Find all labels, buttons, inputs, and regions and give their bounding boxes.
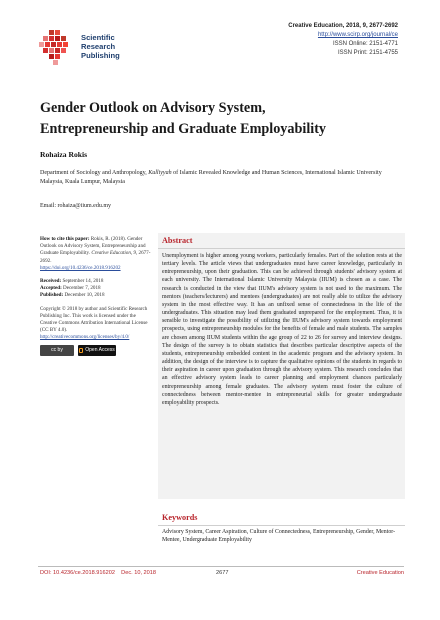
received-date: [40, 278, 152, 285]
footer-divider: [38, 566, 404, 567]
received-value: September 14, 2018: [61, 278, 104, 285]
issn-online: ISSN Online: 2151-4771: [332, 41, 398, 47]
open-access-lock-icon: [79, 348, 83, 353]
cc-by-badge[interactable]: cc by: [40, 345, 74, 356]
open-access-badge: [78, 345, 116, 356]
keywords-heading: Keywords: [162, 513, 198, 522]
journal-citation: Creative Education, 2018, 9, 2677-2692: [288, 23, 398, 29]
paper-title: [40, 98, 400, 140]
footer-page-number: 2677: [216, 570, 229, 576]
cite-label: How to cite this paper:: [40, 236, 90, 242]
accepted-date: [40, 285, 152, 292]
license-link[interactable]: http://creativecommons.org/licenses/by/4.0/: [40, 334, 130, 341]
cite-doi-link[interactable]: https://doi.org/10.4236/ce.2018.916202: [40, 264, 121, 271]
license-badges: [40, 345, 152, 356]
affiliation-text: Department of Sociology and Anthropology,: [40, 170, 149, 176]
footer-doi: DOI: 10.4236/ce.2018.916202 Dec. 10, 2018: [40, 570, 156, 576]
keywords-text: Advisory System, Career Aspiration, Culture of Connectedness, Entrepreneurship, Gender, Mentor-Mentee, Undergraduate Employability: [162, 529, 396, 544]
author-name: Rohaiza Rokis: [40, 150, 88, 159]
open-access-label: Open Access: [85, 346, 115, 353]
cite-text: Rokis, R. (2018). Gender Outlook on Advisory System, Entrepreneurship and Graduate Employability.: [40, 236, 146, 257]
abstract-text: Unemployment is higher among young workers, particularly females. Part of the solution rests at the tertiary levels. The article views that undergraduates must have career knowledge, particularly in entrepreneurship, upon their graduation. This can be achieved through students' advisory system at each university. The International Islamic University Malaysia (IIUM) is chosen as a case. The research is conducted in the view that IIUM's advisory system is not used to the maximum. The mentors (teachers/lecturers) and mentees (undergraduates) are not really able to utilize the advisory system in the most effective way. It has an unfixed sense of connectedness in the life of the undergraduates. This situation may lead them graduated unprepared for the employment. Thus, it is sensible to investigate the possibility of utilizing the IIUM's advisory system towards employment prospects, using entrepreneurship modules for the benefits of female and male students. The samples are chosen among IIUM students within the age group of 22 to 26 for survey and interview designs. The design of the survey is to obtain statistics that describes particular descriptive aspects of the students, entrepreneurship embedded content in the academic program and the advisory system. In addition, the design of the interview is to capture the qualitative opinions of the students in regards to their aspiration in career upon graduation through the advisory system. This research concludes that an effective advisory system leads to career planning and employment chances particularly entrepreneurship among female graduates. The advisory system must foster the culture of connectedness between mentor-mentee in entrepreneurial skills for greater undergraduate employability prospects.: [162, 253, 402, 406]
publisher-name-line: Research: [81, 42, 116, 51]
publisher-logo: [37, 28, 157, 68]
affiliation-italic: Kulliyyah: [148, 170, 172, 176]
journal-info: [288, 22, 398, 58]
received-label: Received:: [40, 278, 62, 285]
author-affiliation: [40, 169, 405, 186]
how-to-cite: [40, 236, 152, 272]
title-line: Gender Outlook on Advisory System,: [40, 100, 266, 116]
abstract-heading: Abstract: [162, 236, 193, 245]
published-date: [40, 292, 152, 299]
abstract-divider: [158, 248, 405, 249]
footer-journal: Creative Education: [356, 570, 404, 576]
publisher-name-line: Publishing: [81, 51, 120, 60]
cite-pages: 2677-2692.: [40, 250, 151, 264]
copyright-notice: Copyright © 2018 by author and Scientific Research Publishing Inc. This work is licensed under the Creative Commons Attribution International License (CC BY 4.0).: [40, 305, 148, 334]
affiliation-text: of Islamic Revealed Knowledge and Human Sciences, International Islamic University Malaysia, Kuala Lumpur, Malaysia: [40, 170, 382, 185]
keywords-divider: [158, 525, 405, 526]
published-label: Published:: [40, 292, 64, 299]
journal-url-link[interactable]: http://www.scirp.org/journal/ce: [317, 32, 398, 38]
article-sidebar: [40, 236, 152, 356]
accepted-label: Accepted:: [40, 285, 62, 292]
accepted-value: December 7, 2018: [61, 285, 101, 292]
title-line: Entrepreneurship and Graduate Employability: [40, 121, 327, 137]
author-email: Email: rohaiza@iium.edu.my: [40, 203, 112, 209]
cite-journal: Creative Education, 9,: [91, 250, 138, 257]
published-value: December 10, 2018: [63, 292, 105, 299]
scirp-logo-icon: [37, 28, 77, 68]
publisher-name-line: Scientific: [81, 33, 115, 42]
issn-print: ISSN Print: 2151-4755: [337, 50, 398, 56]
publisher-name: [81, 33, 120, 60]
